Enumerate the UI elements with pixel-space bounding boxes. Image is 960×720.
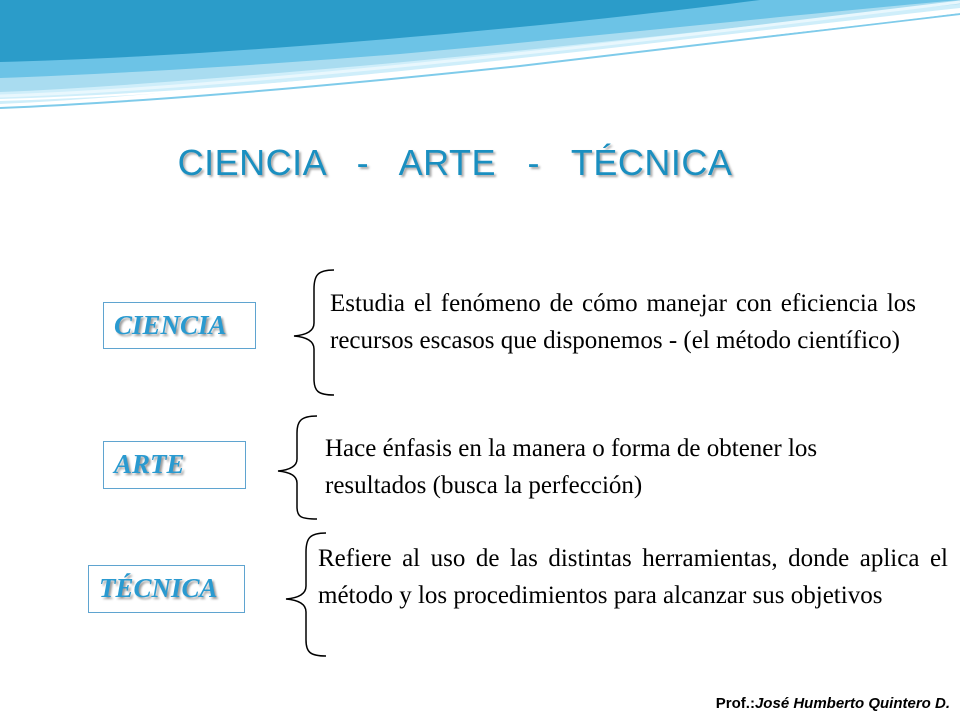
brace-arte [273, 413, 323, 523]
description-tecnica: Refiere al uso de las distintas herramientas, donde aplica el método y los procedimientos para alcanzar sus objetivos [318, 545, 948, 609]
author-footer [716, 695, 950, 712]
description-arte: Hace énfasis en la manera o forma de obtener los resultados (busca la perfección) [325, 435, 818, 499]
slide-title: CIENCIA - ARTE - TÉCNICA [177, 142, 733, 183]
label-ciencia: CIENCIA [103, 302, 256, 349]
label-tecnica: TÉCNICA [88, 565, 245, 613]
description-ciencia: Estudia el fenómeno de cómo manejar con eficiencia los recursos escasos que disponemos - (el método científico) [330, 290, 916, 354]
footer-author: José Humberto Quintero D. [754, 695, 950, 712]
footer-prefix: Prof.: [715, 695, 755, 712]
header-wave-decoration [0, 0, 960, 120]
label-arte: ARTE [103, 441, 246, 489]
